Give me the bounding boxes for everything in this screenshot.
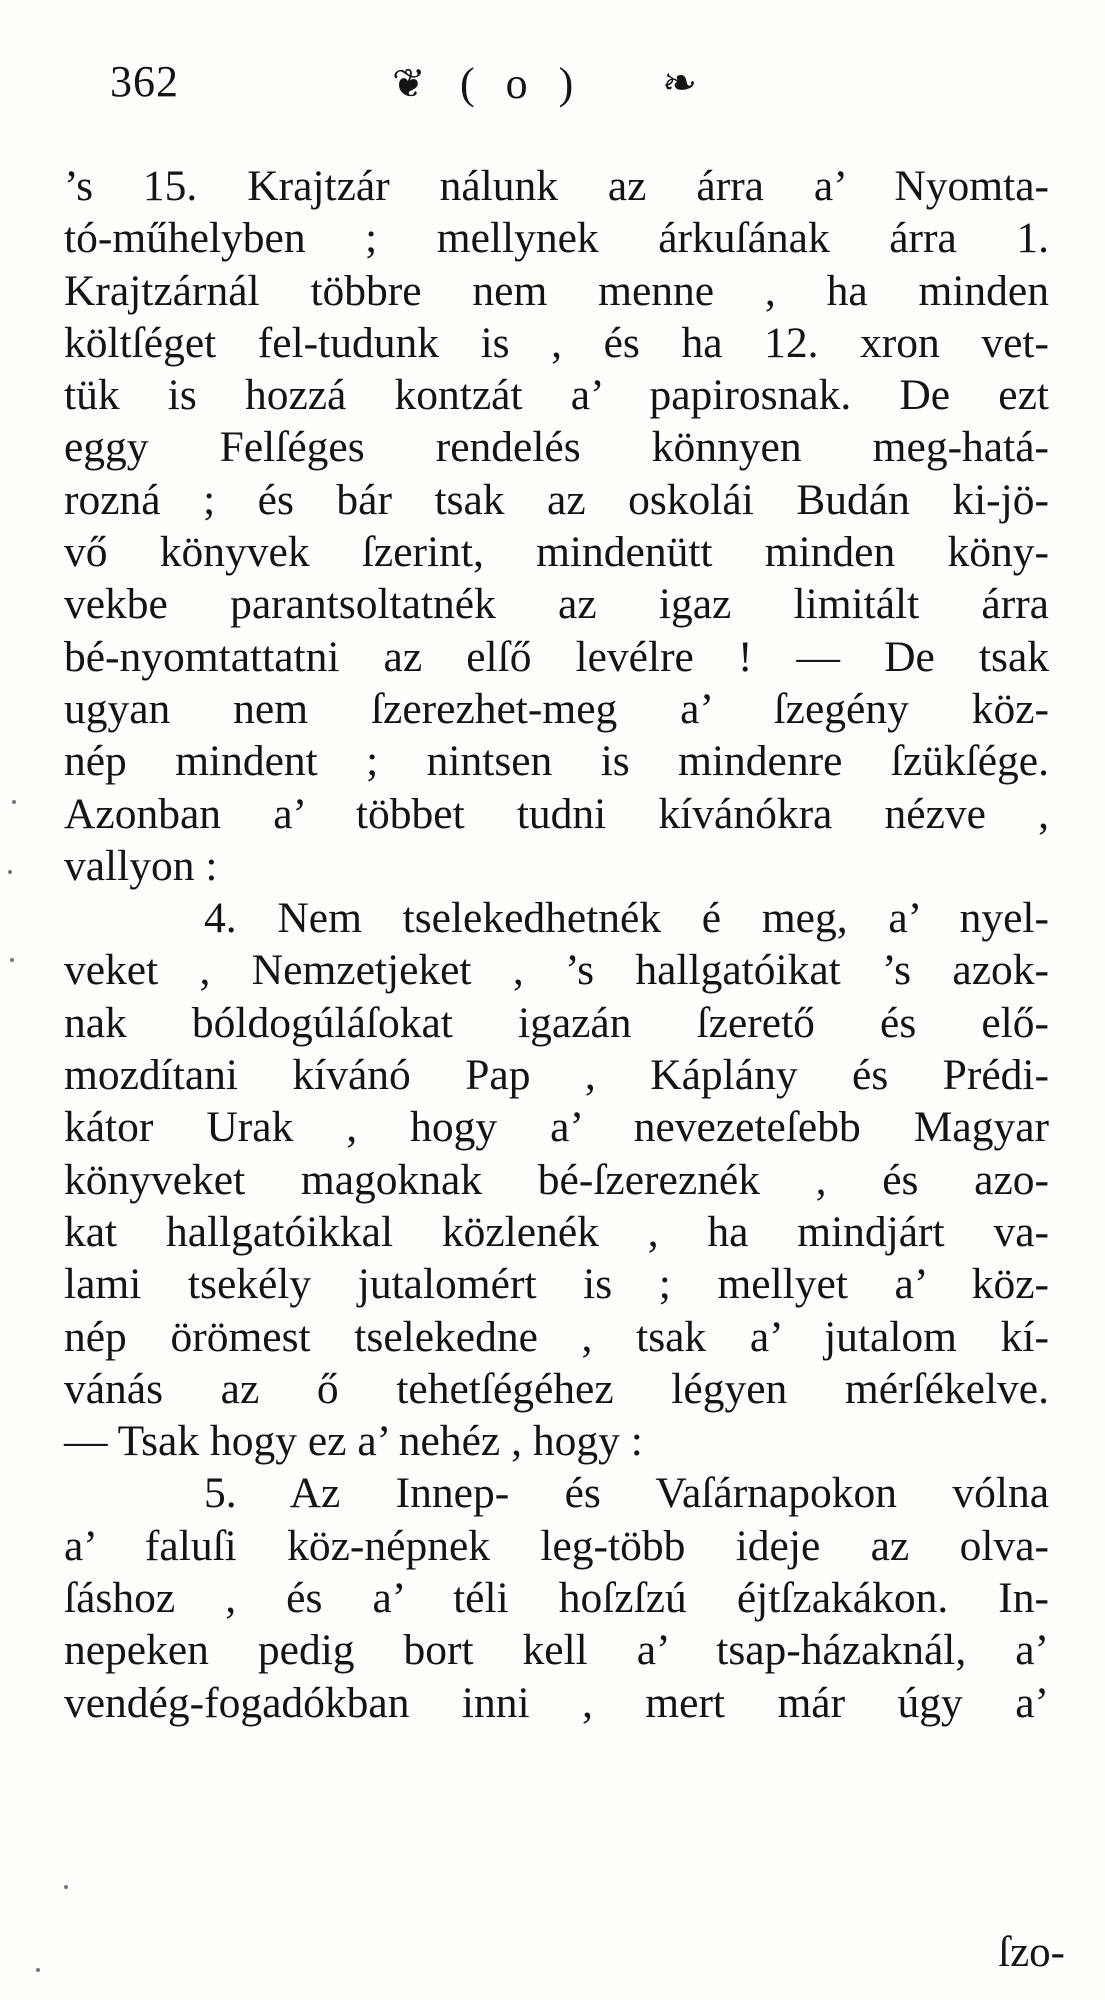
paragraph-start-line: 4. Nem tselekedhetnék é meg, a’ nyel- — [204, 894, 1049, 943]
text-line: mozdítani kívánó Pap , Káplány és Prédi- — [64, 1051, 1049, 1100]
text-line: költſéget fel-tudunk is , és ha 12. xron vet- — [64, 318, 1049, 367]
floral-ornament-right-icon: ❧ — [662, 61, 698, 107]
text-line: vallyon : — [64, 841, 218, 890]
text-line: a’ faluſi köz-népnek leg-több ideje az olva- — [64, 1521, 1049, 1570]
text-line: tük is hozzá kontzát a’ papirosnak. De ezt — [64, 371, 1049, 420]
paper-speck — [8, 870, 12, 874]
text-line: lami tsekély jutalomért is ; mellyet a’ köz- — [64, 1260, 1049, 1309]
text-line: nepeken pedig bort kell a’ tsap-házaknál, a’ — [64, 1626, 1049, 1675]
text-line: kat hallgatóikkal közlenék , ha mindjárt va- — [64, 1207, 1049, 1256]
paper-speck — [64, 1885, 68, 1889]
text-line: nép örömest tselekedne , tsak a’ jutalom kí- — [64, 1312, 1049, 1361]
text-line: tó-műhelyben ; mellynek árkuſának árra 1. — [64, 214, 1049, 263]
text-line: — Tsak hogy ez a’ nehéz , hogy : — [64, 1417, 643, 1466]
text-line: kátor Urak , hogy a’ nevezeteſebb Magyar — [64, 1103, 1049, 1152]
text-line: Azonban a’ többet tudni kívánókra nézve , — [64, 789, 1049, 838]
text-line: vánás az ő tehetſégéhez légyen mérſékelve. — [64, 1364, 1049, 1413]
text-line: ſáshoz , és a’ téli hoſzſzú éjtſzakákon. In- — [64, 1574, 1049, 1623]
floral-ornament-left-icon: ❦ — [392, 61, 426, 106]
body-text — [64, 160, 1049, 1729]
text-line: veket , Nemzetjeket , ’s hallgatóikat ’s azok- — [64, 946, 1049, 995]
text-line: ’s 15. Krajtzár nálunk az árra a’ Nyomta- — [64, 162, 1049, 210]
page-number: 362 — [110, 57, 179, 106]
text-line: vekbe parantsoltatnék az igaz limitált árra — [64, 580, 1049, 629]
text-line: könyveket magoknak bé-ſzereznék , és azo- — [64, 1155, 1049, 1204]
page-header — [100, 52, 780, 112]
text-line: ugyan nem ſzerezhet-meg a’ ſzegény köz- — [64, 684, 1049, 733]
text-line: eggy Felſéges rendelés könnyen meg-hatá- — [64, 423, 1049, 472]
text-line: nak bóldogúláſokat igazán ſzerető és elő- — [64, 998, 1049, 1047]
text-line: rozná ; és bár tsak az oskolái Budán ki-jö- — [64, 475, 1049, 524]
catchword: ſzo- — [998, 1929, 1065, 1976]
paper-speck — [36, 1968, 40, 1972]
paper-speck — [12, 800, 16, 804]
paper-speck — [10, 958, 14, 962]
text-line: vő könyvek ſzerint, mindenütt minden köny- — [64, 528, 1049, 577]
text-line: vendég-fogadókban inni , mert már úgy a’ — [64, 1678, 1049, 1727]
text-line: bé-nyomtattatni az elſő levélre ! — De tsak — [64, 632, 1049, 681]
paragraph-start-line: 5. Az Innep- és Vaſárnapokon vólna — [204, 1469, 1049, 1518]
text-line: nép mindent ; nintsen is mindenre ſzükſége. — [64, 737, 1049, 786]
header-mark: ( o ) — [460, 59, 584, 108]
text-line: Krajtzárnál többre nem menne , ha minden — [64, 266, 1049, 315]
